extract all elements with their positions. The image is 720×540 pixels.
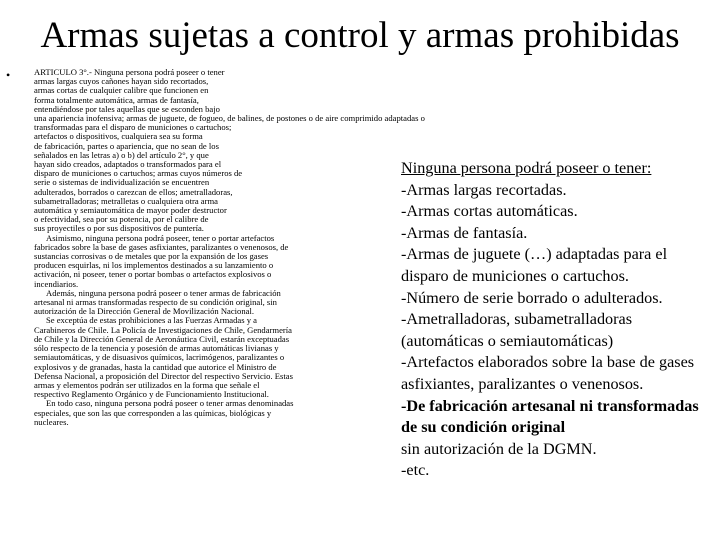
article-paragraph-5: En todo caso, ninguna persona podrá poseer o tener armas denominadas especiales, que son las que corresponden a las químicas, biológicas y nucleares. (34, 398, 294, 427)
article-line: armas largas cuyos cañones hayan sido recortados, (34, 76, 209, 87)
article-line: subametralladoras; metralletas o cualquiera otra arma (34, 195, 218, 206)
article-line: o efectividad, sea por su potencia, por el calibre de (34, 214, 209, 225)
article-paragraph-2: Asimismo, ninguna persona podrá poseer, tener o portar artefactos fabricados sobre la base de gases asfixiantes, paralizantes o venenosos, de sustancias corrosivas o de metales que por la expansión de los gases producen esquirlas, ni los implementos destinados a su lanzamiento o activación, ni poseer, tener o portar bombas o artefactos explosivos o incendiarios. (34, 232, 289, 289)
article-line: serie o sistemas de individualización se encuentren (34, 177, 210, 188)
slide-title: Armas sujetas a control y armas prohibidas (40, 15, 680, 56)
article-paragraph-3: Además, ninguna persona podrá poseer o tener armas de fabricación artesanal ni armas transformadas respecto de su condición original, sin autorización de la Dirección General de Movilización Nacional. (34, 287, 281, 317)
article-line: ARTICULO 3°.- Ninguna persona podrá poseer o tener (34, 67, 225, 77)
summary-bold-item: -De fabricación artesanal ni transformadas de su condición original (401, 396, 699, 437)
article-line: armas cortas de cualquier calibre que funcionen en (34, 85, 209, 96)
article-line: señalados en las letras a) o b) del artículo 2°, y que (34, 149, 209, 160)
article-line: automática y semiautomática de mayor poder destructor (34, 205, 227, 216)
article-line: de fabricación, partes o apariencia, que no sean de los (34, 140, 219, 151)
summary-item: -Ametralladoras, subametralladoras (automáticas o semiautomáticas) (401, 310, 633, 350)
article-line: forma totalmente automática, armas de fantasía, (34, 94, 199, 105)
article-text (34, 67, 425, 427)
summary-item: -Armas de juguete (…) adaptadas para el disparo de municiones o cartuchos. (401, 245, 668, 285)
summary-item: sin autorización de la DGMN. (401, 439, 597, 458)
summary-item: -Artefactos elaborados sobre la base de gases asfixiantes, paralizantes o venenosos. (401, 353, 695, 393)
article-line: sus proyectiles o por sus dispositivos de puntería. (34, 223, 204, 234)
article-line: artefactos o dispositivos, cualquiera sea su forma (34, 131, 203, 142)
article-line: transformadas para el disparo de municiones o cartuchos; (34, 122, 232, 133)
article-line: disparo de municiones o cartuchos; armas cuyos números de (34, 168, 243, 179)
article-line: entendiéndose por tales aquellas que se esconden bajo (34, 103, 220, 114)
summary-item: -Armas de fantasía. (401, 223, 528, 242)
summary-box (401, 158, 717, 482)
summary-item: -Número de serie borrado o adulterados. (401, 288, 663, 307)
summary-item: -etc. (401, 461, 430, 480)
article-line: adulterados, borrados o carezcan de ellos; ametralladoras, (34, 186, 233, 197)
article-line: hayan sido creados, adaptados o transformados para el (34, 159, 222, 170)
bullet-marker: • (6, 68, 11, 82)
summary-item: -Armas cortas automáticas. (401, 202, 578, 221)
summary-item: -Armas largas recortadas. (401, 180, 567, 199)
article-long-line: una apariencia inofensiva; armas de juguete, de fogueo, de balines, de postones o de aire comprimido adaptadas o (34, 113, 425, 124)
article-paragraph-4: Se exceptúa de estas prohibiciones a las Fuerzas Armadas y a Carabineros de Chile. La Policía de Investigaciones de Chile, Gendarmería de Chile y la Dirección General de Aeronáutica Civil, estarán exceptuadas sólo respecto de la tenencia y posesión de armas automáticas livianas y semiautomáticas, y de disuasivos químicos, lacrimógenos, paralizantes o explosivos y de granadas, hasta la cantidad que autorice el Ministro de Defensa Nacional, a proposición del Director del respectivo Servicio. Estas armas y elementos podrán ser utilizados en la forma que señale el respectivo Reglamento Orgánico y de Funcionamiento Institucional. (34, 315, 293, 400)
summary-heading: Ninguna persona podrá poseer o tener: (401, 159, 652, 177)
article-paragraph-1 (34, 67, 425, 234)
